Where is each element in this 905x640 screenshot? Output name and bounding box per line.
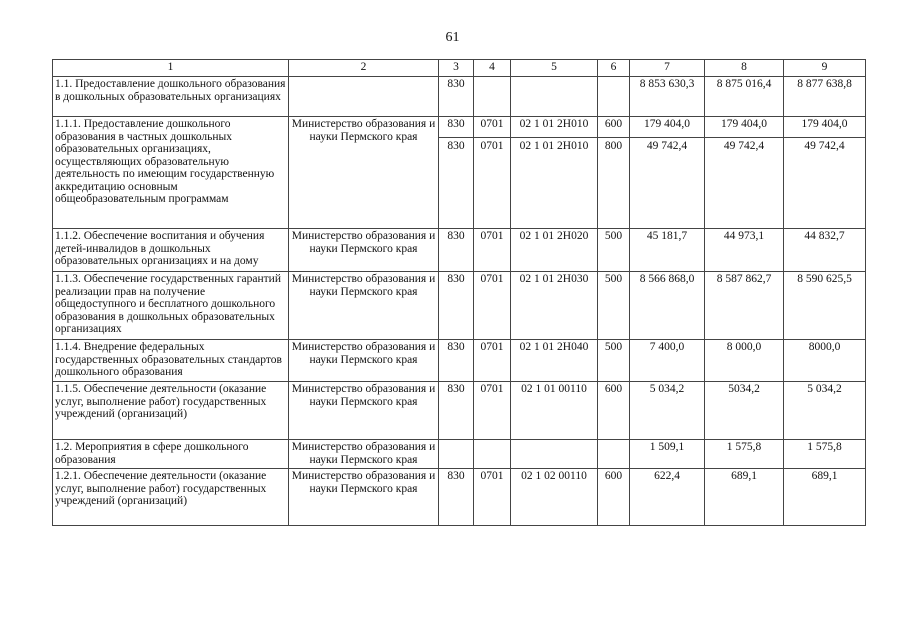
cell-value: 44 973,1 [723,230,765,242]
item-description: 1.1.4. Внедрение федеральных государственных образовательных стандартов дошкольного образования [53,340,289,382]
cell-value: 02 1 02 00110 [521,470,587,482]
header-cell: 5 [511,60,598,77]
responsible-org: Министерство образования и науки Пермского края [289,340,439,382]
cell-col-8 [705,469,784,526]
cell-value: 500 [604,341,623,353]
cell-col-4 [474,469,511,526]
cell-col-9 [784,340,866,382]
cell-value: 02 1 01 2Н010 [519,118,589,130]
cell-col-5 [511,469,598,526]
cell-value: 02 1 01 2Н040 [519,341,589,353]
cell-col-5 [511,229,598,272]
cell-col-3 [439,340,474,382]
header-cell: 7 [630,60,705,77]
cell-col-9 [784,229,866,272]
cell-value: 600 [604,118,623,130]
cell-value: 830 [447,273,465,285]
cell-value: 8000,0 [808,341,841,353]
cell-value: 5 034,2 [649,383,685,395]
cell-value: 0701 [480,273,504,285]
cell-col-8 [705,229,784,272]
cell-value: 0701 [480,230,504,242]
cell-col-6 [598,340,630,382]
cell-col-4 [474,229,511,272]
cell-col-9 [784,382,866,440]
header-cell: 9 [784,60,866,77]
header-cell: 4 [474,60,511,77]
cell-value [441,441,471,454]
cell-col-6 [598,440,630,469]
cell-col-8 [705,117,784,229]
cell-col-7 [630,117,705,229]
responsible-org: Министерство образования и науки Пермского края [289,440,439,469]
header-cell: 2 [289,60,439,77]
header-cell: 1 [53,60,289,77]
item-description: 1.1. Предоставление дошкольного образования в дошкольных образовательных организациях [53,77,289,117]
cell-col-6 [598,229,630,272]
cell-col-8 [705,77,784,117]
cell-value: 5 034,2 [807,383,842,395]
cell-value: 1 575,8 [807,441,842,453]
cell-col-5 [511,272,598,340]
cell-col-6 [598,469,630,526]
cell-col-8 [705,440,784,469]
cell-value: 689,1 [811,470,838,482]
cell-value: 830 [447,383,465,395]
table-row [53,382,866,440]
cell-col-3 [439,77,474,117]
cell-col-4 [474,117,511,229]
cell-col-4 [474,272,511,340]
cell-value [476,441,508,454]
cell-value: 179 404,0 [644,118,690,130]
cell-col-7 [630,272,705,340]
cell-value: 0701 [480,118,504,130]
responsible-org: Министерство образования и науки Пермского края [289,382,439,440]
cell-col-3 [439,382,474,440]
cell-value: 49 742,4 [784,137,865,153]
header-cell: 3 [439,60,474,77]
cell-value: 02 1 01 00110 [521,383,587,395]
cell-col-9 [784,117,866,229]
cell-col-5 [511,440,598,469]
cell-value [600,78,627,91]
table-row [53,229,866,272]
cell-col-8 [705,340,784,382]
budget-table [52,59,866,526]
cell-col-3 [439,272,474,340]
cell-value: 0701 [480,383,504,395]
cell-value: 830 [439,137,473,153]
cell-value: 44 832,7 [804,230,845,242]
cell-col-7 [630,229,705,272]
cell-value: 179 404,0 [801,118,848,130]
cell-value: 8 875 016,4 [716,78,772,90]
responsible-org [289,77,439,117]
table-row [53,340,866,382]
cell-value: 8 590 625,5 [797,273,852,285]
cell-value: 1 575,8 [726,441,762,453]
cell-col-9 [784,272,866,340]
cell-value: 600 [604,383,623,395]
cell-col-3 [439,117,474,229]
header-cell: 6 [598,60,630,77]
cell-col-9 [784,440,866,469]
responsible-org: Министерство образования и науки Пермского края [289,272,439,340]
cell-col-7 [630,469,705,526]
cell-value [600,441,627,454]
cell-value: 8 877 638,8 [797,78,852,90]
cell-col-6 [598,272,630,340]
cell-value: 8 566 868,0 [639,273,695,285]
cell-col-6 [598,382,630,440]
item-description: 1.2. Мероприятия в сфере дошкольного образования [53,440,289,469]
cell-value: 8 853 630,3 [639,78,695,90]
cell-value: 1 509,1 [649,441,685,453]
table-row [53,469,866,526]
item-description: 1.1.1. Предоставление дошкольного образования в частных дошкольных образовательных организациях, осуществляющих образовательную деятельность по имеющим государственную аккредитацию основным общеобразовательным программам [53,117,289,229]
cell-col-9 [784,469,866,526]
cell-col-8 [705,382,784,440]
cell-value: 830 [447,230,465,242]
table-row [53,272,866,340]
cell-col-4 [474,382,511,440]
header-row [53,60,866,77]
cell-value: 830 [447,341,465,353]
cell-value: 179 404,0 [721,118,767,130]
cell-value: 7 400,0 [649,341,685,353]
cell-col-8 [705,272,784,340]
cell-value: 8 000,0 [726,341,762,353]
cell-value: 830 [447,118,465,130]
table-row [53,77,866,117]
cell-col-7 [630,382,705,440]
cell-col-4 [474,440,511,469]
cell-col-4 [474,77,511,117]
cell-value: 500 [604,273,623,285]
cell-value: 0701 [474,137,510,153]
cell-col-7 [630,340,705,382]
cell-col-3 [439,440,474,469]
cell-col-6 [598,117,630,229]
cell-value: 600 [604,470,623,482]
cell-value: 0701 [480,341,504,353]
cell-value: 830 [447,470,465,482]
cell-value [513,78,595,91]
responsible-org: Министерство образования и науки Пермского края [289,117,439,229]
cell-value: 622,4 [654,470,680,482]
cell-value: 02 1 01 2Н020 [519,230,589,242]
cell-value: 0701 [480,470,504,482]
cell-col-6 [598,77,630,117]
cell-col-5 [511,340,598,382]
table-row [53,440,866,469]
cell-col-9 [784,77,866,117]
cell-value: 830 [447,78,465,90]
cell-value: 45 181,7 [646,230,688,242]
responsible-org: Министерство образования и науки Пермского края [289,469,439,526]
item-description: 1.1.2. Обеспечение воспитания и обучения детей-инвалидов в дошкольных образовательных организациях и на дому [53,229,289,272]
cell-value: 5034,2 [728,383,760,395]
page-number: 61 [445,30,460,45]
cell-value: 800 [598,137,629,153]
cell-col-7 [630,440,705,469]
cell-value [513,441,595,454]
cell-col-3 [439,469,474,526]
cell-value [476,78,508,91]
cell-value: 49 742,4 [630,137,704,153]
cell-value: 02 1 01 2Н030 [519,273,589,285]
cell-col-5 [511,77,598,117]
header-cell: 8 [705,60,784,77]
item-description: 1.1.3. Обеспечение государственных гарантий реализации прав на получение общедоступного и бесплатного дошкольного образования в дошкольных образовательных организациях [53,272,289,340]
cell-col-7 [630,77,705,117]
cell-col-5 [511,117,598,229]
cell-value: 689,1 [731,470,757,482]
item-description: 1.2.1. Обеспечение деятельности (оказание услуг, выполнение работ) государственных учреждений (организаций) [53,469,289,526]
table-row [53,117,866,229]
cell-value: 02 1 01 2Н010 [511,137,597,153]
responsible-org: Министерство образования и науки Пермского края [289,229,439,272]
cell-value: 49 742,4 [705,137,783,153]
cell-col-3 [439,229,474,272]
cell-col-5 [511,382,598,440]
cell-col-4 [474,340,511,382]
item-description: 1.1.5. Обеспечение деятельности (оказание услуг, выполнение работ) государственных учреждений (организаций) [53,382,289,440]
cell-value: 500 [604,230,623,242]
cell-value: 8 587 862,7 [716,273,772,285]
